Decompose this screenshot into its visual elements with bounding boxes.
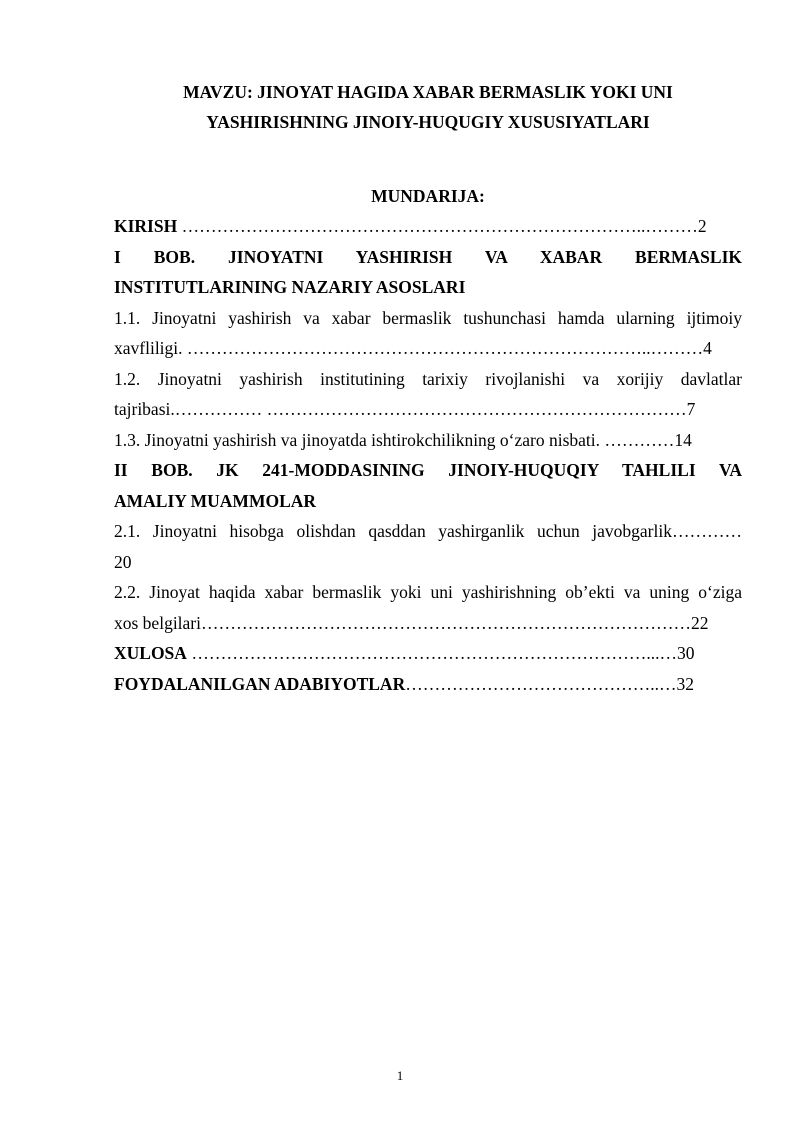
title-line-1: MAVZU: JINOYAT HAGIDA XABAR BERMASLIK YOKI UNI (183, 82, 673, 102)
toc-entry-1-2[interactable]: 1.2. Jinoyatni yashirish institutining tarixiy rivojlanishi va xorijiy davlatlar (114, 368, 742, 389)
table-of-contents (114, 211, 742, 699)
page-number: 1 (396, 1068, 404, 1083)
toc-chapter-2-heading[interactable]: II BOB. JK 241-MODDASINING JINOIY-HUQUQIY TAHLILI VA (114, 460, 742, 480)
title-line-2: YASHIRISHNING JINOIY-HUQUGIY XUSUSIYATLARI (206, 112, 650, 132)
toc-entry-xulosa[interactable]: XULOSA ……………………………………………………………………...…30 (114, 643, 695, 663)
toc-entry-2-2[interactable]: 2.2. Jinoyat haqida xabar bermaslik yoki uni yashirishning ob’ekti va uning o‘ziga (114, 582, 742, 602)
toc-entry-1-2-cont: tajribasi.…………… ………………………………………………………………7 (114, 399, 696, 419)
document-title (114, 77, 742, 137)
toc-entry-2-1-page: 20 (114, 551, 132, 572)
toc-chapter-1-heading[interactable]: I BOB. JINOYATNI YASHIRISH VA XABAR BERMASLIK (114, 246, 742, 267)
toc-entry-1-1-cont: xavfliligi. ……………………………………………………………………..………4 (114, 338, 712, 358)
toc-heading: MUNDARIJA: (371, 186, 485, 206)
toc-entry-kirish[interactable]: KIRISH ……………………………………………………………………..………2 (114, 216, 707, 236)
toc-entry-2-2-cont: xos belgilari…………………………………………………………………………22 (114, 612, 709, 633)
toc-entry-1-3[interactable]: 1.3. Jinoyatni yashirish va jinoyatda ishtirokchilikning o‘zaro nisbati. …………14 (114, 429, 692, 450)
toc-chapter-2-heading-cont: AMALIY MUAMMOLAR (114, 490, 317, 511)
toc-chapter-1-heading-cont: INSTITUTLARINING NAZARIY ASOSLARI (114, 277, 466, 297)
toc-entry-2-1[interactable]: 2.1. Jinoyatni hisobga olishdan qasddan yashirganlik uchun javobgarlik………… (114, 521, 742, 541)
toc-entry-1-1[interactable]: 1.1. Jinoyatni yashirish va xabar bermaslik tushunchasi hamda ularning ijtimoiy (114, 307, 742, 328)
toc-entry-references[interactable]: FOYDALANILGAN ADABIYOTLAR……………………………………..…32 (114, 673, 694, 694)
